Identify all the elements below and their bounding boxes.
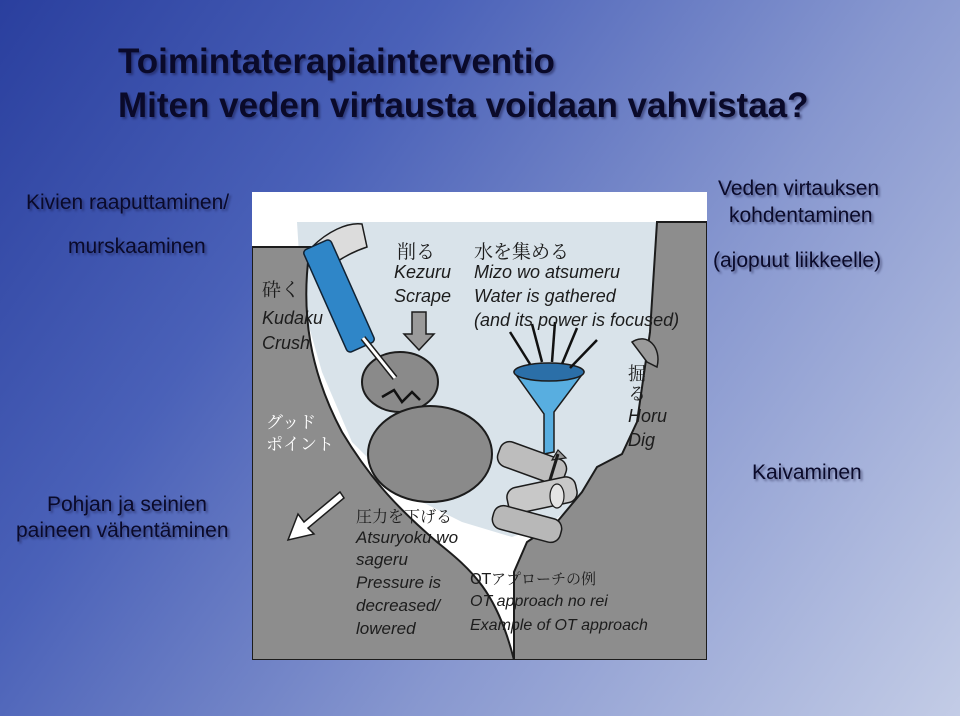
label-flow-line-3: (ajopuut liikkeelle)	[713, 249, 882, 272]
ot-example-romaji: OT approach no rei	[470, 593, 608, 610]
atsuryoku-romaji-2: sageru	[356, 550, 408, 569]
crush-caption: Crush	[262, 333, 311, 353]
horu-romaji: Horu	[628, 406, 668, 426]
ot-approach-diagram	[252, 192, 707, 660]
scrape-caption: Scrape	[394, 286, 452, 306]
label-pressure-line-1: Pohjan ja seinien	[47, 493, 207, 516]
water-gathered-caption: Water is gathered	[474, 286, 616, 306]
kezuru-romaji: Kezuru	[394, 262, 452, 282]
horu-jp-2: る	[628, 384, 646, 405]
label-pressure-line-2: paineen vähentäminen	[16, 519, 229, 542]
power-focused-caption: (and its power is focused)	[474, 310, 680, 330]
good-point-jp-1: グッド	[266, 413, 317, 433]
title-line-2: Miten veden virtausta voidaan vahvistaa?	[118, 86, 809, 125]
kezuru-jp: 削る	[397, 241, 436, 263]
pressure-caption-3: lowered	[356, 619, 416, 638]
pressure-caption-1: Pressure is	[356, 573, 442, 592]
kudaku-romaji: Kudaku	[262, 308, 324, 328]
atsuryoku-jp: 圧力を下げる	[356, 507, 453, 526]
label-scraping-line-1: Kivien raaputtaminen/	[26, 191, 230, 214]
atsuryoku-romaji-1: Atsuryoku wo	[356, 528, 459, 547]
mizo-romaji: Mizo wo atsumeru	[474, 262, 621, 282]
dig-caption: Dig	[628, 430, 656, 450]
ot-example-jp: OTアプローチの例	[470, 570, 596, 588]
rock-bottom	[368, 406, 492, 502]
ot-example-caption: Example of OT approach	[470, 617, 648, 634]
good-point-jp-2: ポイント	[266, 435, 334, 455]
label-digging: Kaivaminen	[752, 461, 862, 484]
kudaku-jp: 砕く	[262, 279, 301, 301]
horu-jp-1: 掘	[628, 364, 646, 385]
mizo-jp: 水を集める	[474, 241, 570, 263]
label-flow-line-1: Veden virtauksen	[718, 177, 880, 200]
pressure-caption-2: decreased/	[356, 596, 441, 615]
label-scraping-line-2: murskaaminen	[68, 235, 206, 258]
title-line-1: Toimintaterapiainterventio	[118, 42, 555, 81]
label-flow-line-2: kohdentaminen	[729, 204, 873, 227]
rock-top	[362, 352, 438, 412]
